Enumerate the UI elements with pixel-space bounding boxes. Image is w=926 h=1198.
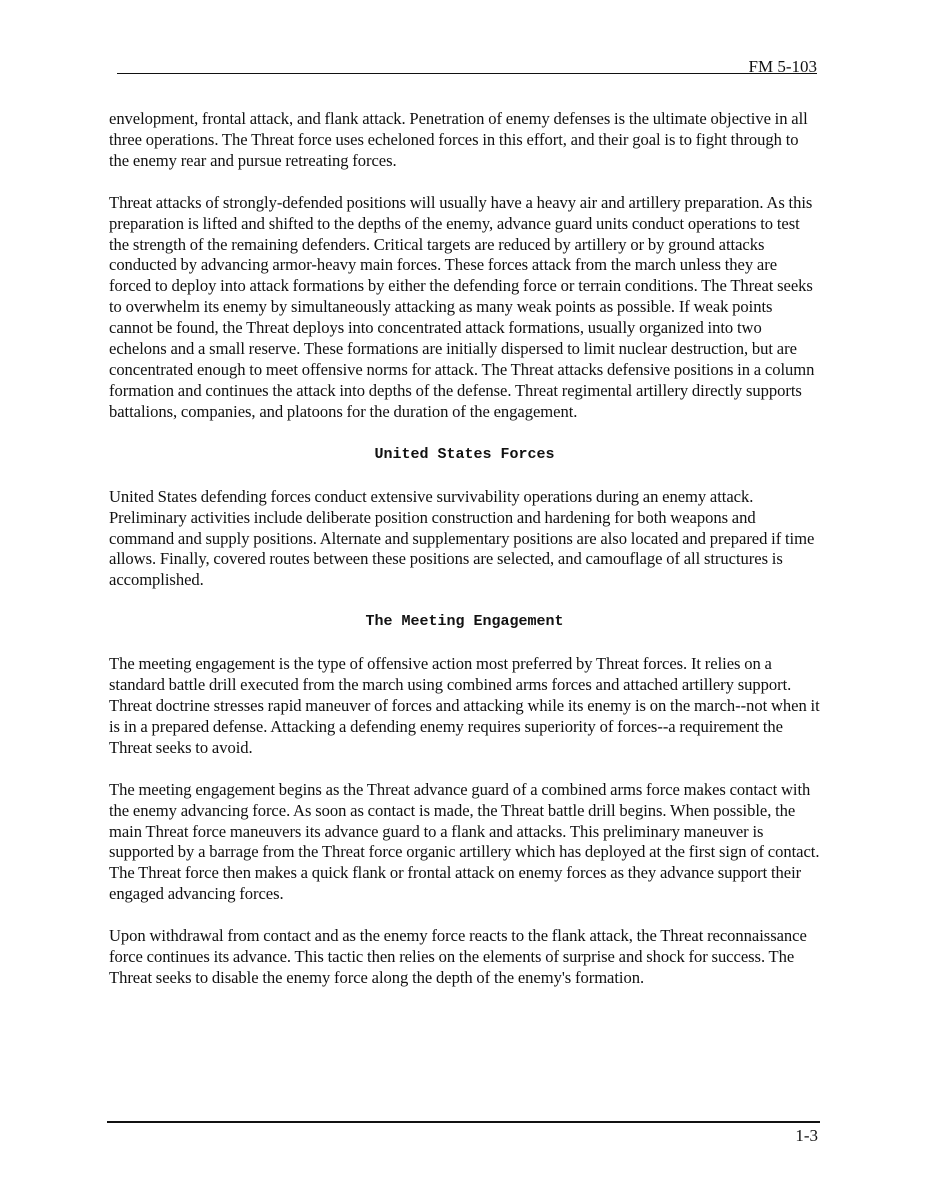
body-paragraph: envelopment, frontal attack, and flank attack. Penetration of enemy defenses is the ultimate objective in all three operations. The Threat force uses echeloned forces in this effort, and their goal is to fight through to the enemy rear and pursue retreating forces. — [109, 109, 808, 170]
page-content — [109, 109, 820, 989]
page-number: 1-3 — [795, 1126, 818, 1145]
page-header-id: FM 5-103 — [748, 57, 817, 76]
body-paragraph: Upon withdrawal from contact and as the enemy force reacts to the flank attack, the Threat reconnaissance force continues its advance. This tactic then relies on the elements of surprise and shock for success. The Threat seeks to disable the enemy force along the depth of the enemy's formation. — [109, 926, 807, 987]
section-heading: The Meeting Engagement — [365, 613, 564, 631]
body-paragraph: Threat attacks of strongly-defended positions will usually have a heavy air and artillery preparation. As this preparation is lifted and shifted to the depths of the enemy, advance guard units conduct operations to test the strength of the remaining defenders. Critical targets are reduced by artillery or by ground attacks conducted by advancing armor-heavy main forces. These forces attack from the march unless they are forced to deploy into attack formations by either the defending force or terrain conditions. The Threat seeks to overwhelm its enemy by simultaneously attacking as many weak points as possible. If weak points cannot be found, the Threat deploys into concentrated attack formations, usually organized into two echelons and a small reserve. These formations are initially dispersed to limit nuclear destruction, but are concentrated enough to meet offensive norms for attack. The Threat attacks defensive positions in a column formation and continues the attack into depths of the defense. Threat regimental artillery directly supports battalions, companies, and platoons for the duration of the engagement. — [109, 192, 815, 421]
body-paragraph: United States defending forces conduct extensive survivability operations during an enemy attack. Preliminary activities include deliberate position construction and hardening for both weapons and command and supply positions. Alternate and supplementary positions are also located and prepared if time allows. Finally, covered routes between these positions are selected, and camouflage of all structures is accomplished. — [109, 486, 815, 590]
section-heading: United States Forces — [374, 445, 555, 463]
header-rule — [117, 73, 817, 74]
footer-rule — [107, 1121, 820, 1123]
body-paragraph: The meeting engagement begins as the Threat advance guard of a combined arms force makes contact with the enemy advancing force. As soon as contact is made, the Threat battle drill begins. When possible, the main Threat force maneuvers its advance guard to a flank and attacks. This preliminary maneuver is supported by a barrage from the Threat force organic artillery which has deployed at the first sign of contact. The Threat force then makes a quick flank or frontal attack on enemy forces as they advance support their engaged advancing forces. — [109, 779, 820, 904]
body-paragraph: The meeting engagement is the type of offensive action most preferred by Threat forces. It relies on a standard battle drill executed from the march using combined arms forces and attached artillery support. Threat doctrine stresses rapid maneuver of forces and attacking while its enemy is on the march--not when it is in a prepared defense. Attacking a defending enemy requires superiority of forces--a requirement the Threat seeks to avoid. — [109, 654, 820, 757]
